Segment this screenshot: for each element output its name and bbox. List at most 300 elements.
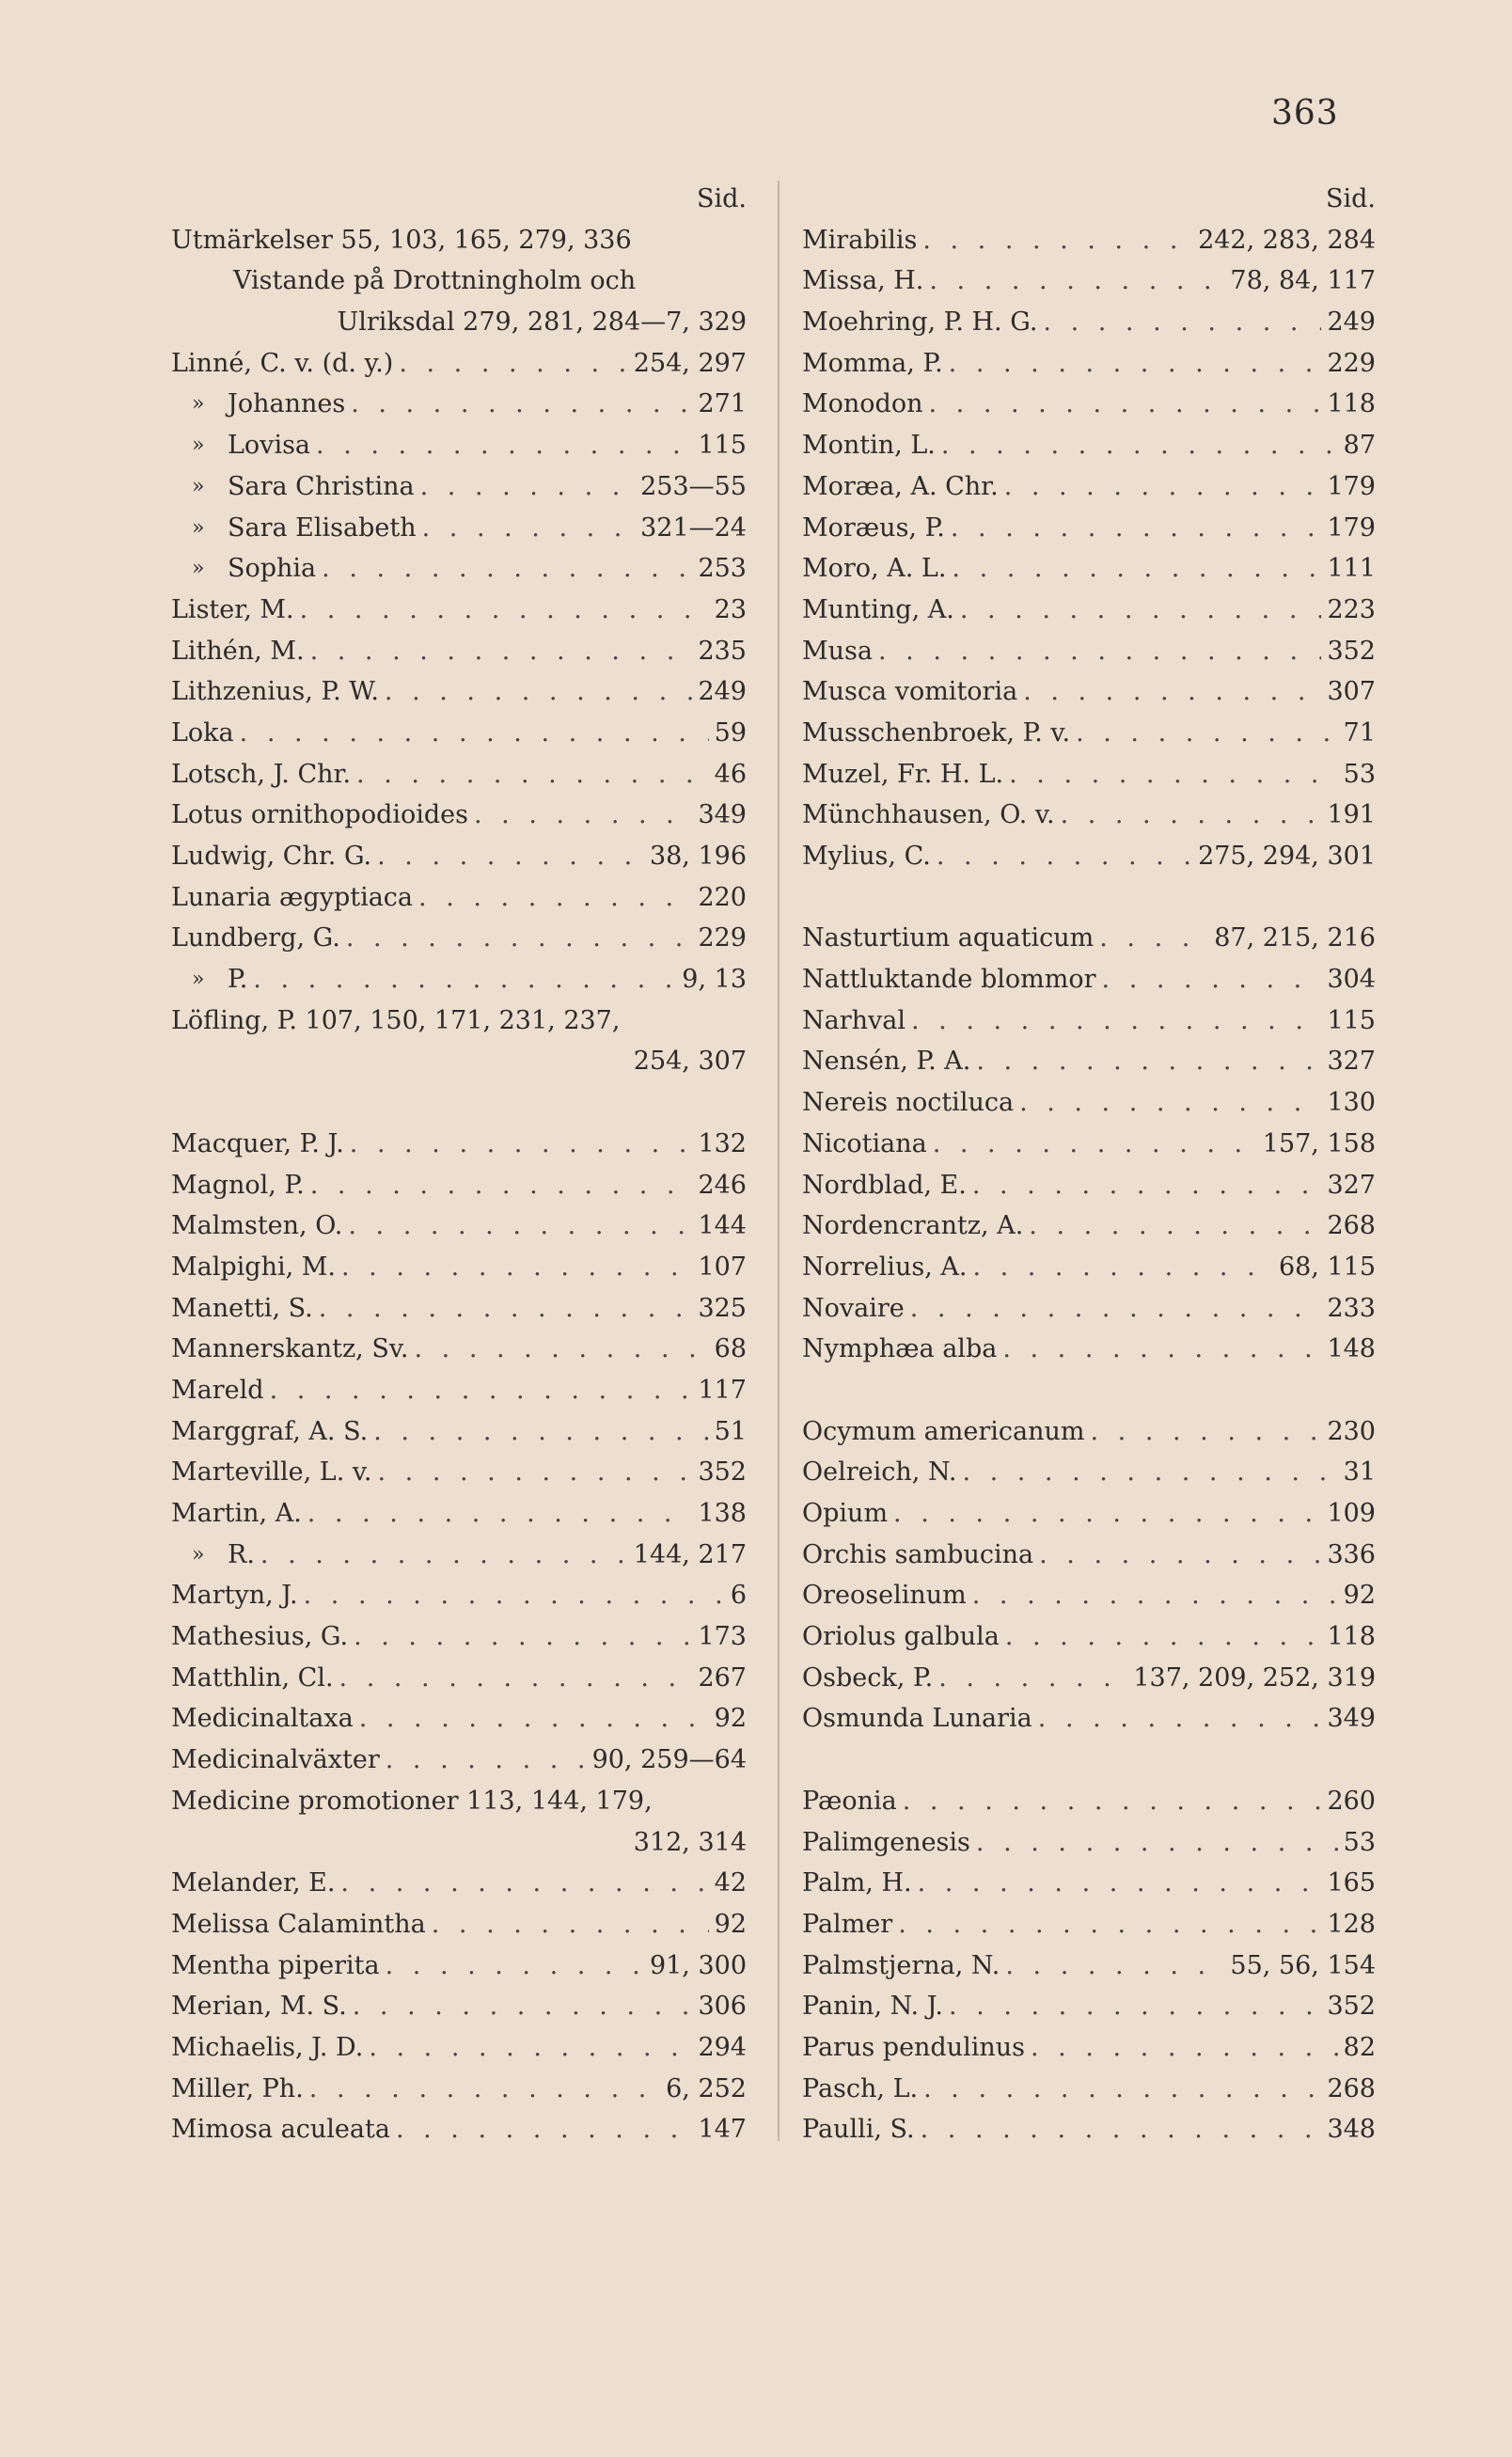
section-gap xyxy=(171,1082,747,1124)
index-entry xyxy=(802,1041,1376,1082)
entry-pages: 92 xyxy=(1343,1581,1376,1611)
index-entry xyxy=(802,1616,1376,1658)
dot-leader xyxy=(922,220,1192,261)
dot-leader xyxy=(399,343,627,385)
index-subentry xyxy=(171,548,747,590)
dot-leader xyxy=(422,508,635,549)
index-entry xyxy=(171,1658,747,1699)
entry-name: Nymphæa alba xyxy=(802,1334,998,1364)
entry-name: Nasturtium aquaticum xyxy=(802,923,1095,953)
dot-leader xyxy=(351,384,692,425)
entry-pages: 138 xyxy=(698,1499,747,1528)
index-entry xyxy=(171,1124,747,1165)
index-entry xyxy=(171,1247,747,1288)
entry-name: Lotus ornithopodioides xyxy=(171,800,469,830)
index-subentry xyxy=(171,1535,747,1576)
entry-name: » Lovisa xyxy=(171,425,310,466)
entry-name: Lunaria ægyptiaca xyxy=(171,882,414,912)
index-entry xyxy=(802,1000,1376,1042)
entry-name: Monodon xyxy=(802,389,923,419)
index-entry xyxy=(171,1000,747,1042)
entry-name: Mirabilis xyxy=(802,225,918,255)
entry-name: Melander, E. xyxy=(171,1868,336,1898)
dot-leader xyxy=(893,1493,1321,1535)
entry-name: Ocymum americanum xyxy=(802,1416,1085,1446)
dot-leader xyxy=(941,425,1338,466)
index-entry xyxy=(802,1535,1376,1576)
entry-pages: 137, 209, 252, 319 xyxy=(1133,1662,1376,1693)
entry-name: Oreoselinum xyxy=(802,1581,967,1611)
entry-pages: 9, 13 xyxy=(682,965,747,995)
dot-leader xyxy=(310,1165,693,1206)
dot-leader xyxy=(1039,1535,1321,1576)
dot-leader xyxy=(938,1658,1127,1699)
entry-name: Medicine promotioner 113, 144, 179, xyxy=(171,1786,653,1816)
entry-pages: 147 xyxy=(698,2115,747,2145)
index-column-right xyxy=(802,179,1376,2150)
dot-leader xyxy=(1005,1945,1224,1987)
index-entry xyxy=(171,1205,747,1247)
entry-name: Mareld xyxy=(171,1375,264,1405)
dot-leader xyxy=(369,2027,692,2069)
entry-name: Mannerskantz, Sv. xyxy=(171,1334,409,1364)
entry-name: Marteville, L. v. xyxy=(171,1457,372,1488)
dot-leader xyxy=(316,425,692,466)
entry-pages: 327 xyxy=(1327,1170,1376,1200)
dot-leader xyxy=(253,959,676,1000)
entry-name: Nordencrantz, A. xyxy=(802,1211,1024,1241)
entry-pages: 31 xyxy=(1343,1457,1376,1488)
dot-leader xyxy=(962,1452,1337,1493)
entry-name: Moræa, A. Chr. xyxy=(802,471,999,501)
dot-leader xyxy=(386,1740,587,1781)
index-subentry xyxy=(171,384,747,425)
entry-name: Munting, A. xyxy=(802,594,954,624)
entry-name: Nensén, P. A. xyxy=(802,1047,971,1077)
entry-pages: 191 xyxy=(1327,800,1376,830)
dot-leader xyxy=(1099,918,1208,959)
index-entry xyxy=(171,1165,747,1206)
entry-pages: 6, 252 xyxy=(666,2073,747,2103)
dot-leader xyxy=(960,590,1322,631)
entry-name: Malpighi, M. xyxy=(171,1252,336,1282)
entry-pages: 107 xyxy=(698,1252,747,1282)
entry-name: Narhval xyxy=(802,1005,906,1035)
entry-name: Magnol, P. xyxy=(171,1170,305,1200)
entry-name: Pasch, L. xyxy=(802,2073,919,2103)
entry-pages: 253 xyxy=(698,554,747,584)
entry-name: Marggraf, A. S. xyxy=(171,1416,369,1446)
entry-name: Nattluktande blommor xyxy=(802,965,1096,995)
dot-leader xyxy=(949,1986,1321,2027)
entry-name: Loka xyxy=(171,717,234,748)
dot-leader xyxy=(304,1575,725,1616)
entry-name: Muzel, Fr. H. L. xyxy=(802,759,1004,789)
entry-pages: 92 xyxy=(714,1909,747,1939)
entry-name: Norrelius, A. xyxy=(802,1252,968,1282)
entry-pages: 173 xyxy=(698,1622,747,1652)
entry-pages: 46 xyxy=(714,759,747,789)
index-subentry xyxy=(171,508,747,549)
entry-pages: 229 xyxy=(1327,348,1376,378)
entry-name: Nordblad, E. xyxy=(802,1170,967,1200)
entry-pages: 111 xyxy=(1327,554,1376,584)
entry-name: Utmärkelser 55, 103, 165, 279, 336 xyxy=(171,225,632,255)
entry-name: Matthlin, Cl. xyxy=(171,1662,334,1693)
entry-pages: 53 xyxy=(1343,759,1376,789)
index-entry xyxy=(802,384,1376,425)
index-entry xyxy=(171,1452,747,1493)
entry-name: Palimgenesis xyxy=(802,1827,970,1857)
entry-pages: 321—24 xyxy=(640,512,747,543)
entry-pages: 294 xyxy=(698,2032,747,2062)
index-entry xyxy=(802,1452,1376,1493)
index-entry xyxy=(171,590,747,631)
entry-pages: 91, 300 xyxy=(649,1950,747,1980)
section-gap xyxy=(802,1740,1376,1781)
entry-name: Moehring, P. H. G. xyxy=(802,307,1038,338)
entry-name: Malmsten, O. xyxy=(171,1211,343,1241)
entry-pages: 68 xyxy=(714,1334,747,1364)
entry-name: Montin, L. xyxy=(802,431,936,461)
entry-name: Ludwig, Chr. G. xyxy=(171,842,372,871)
dot-leader xyxy=(474,795,692,836)
entry-pages: 6 xyxy=(730,1581,747,1611)
dot-leader xyxy=(310,631,693,672)
index-entry xyxy=(802,548,1376,590)
dot-leader xyxy=(356,754,709,795)
index-entries-right xyxy=(802,220,1376,2150)
entry-pages: 352 xyxy=(1327,636,1376,666)
entry-pages: 275, 294, 301 xyxy=(1198,842,1376,871)
entry-name: Musca vomitoria xyxy=(802,677,1018,707)
dot-leader xyxy=(903,1781,1322,1822)
dot-leader xyxy=(976,1041,1321,1082)
index-entry xyxy=(171,795,747,836)
dot-leader xyxy=(307,1493,693,1535)
dot-leader xyxy=(359,1698,709,1740)
entry-name: Martyn, J. xyxy=(171,1581,298,1611)
entry-pages: 253—55 xyxy=(640,471,747,501)
column-heading-sid: Sid. xyxy=(1326,184,1376,213)
entry-pages: 144, 217 xyxy=(633,1539,747,1569)
entry-pages: 179 xyxy=(1327,512,1376,543)
dot-leader xyxy=(1038,1698,1322,1740)
entry-name: » Sara Christina xyxy=(171,466,415,508)
entry-pages: 68, 115 xyxy=(1278,1252,1376,1282)
index-entry xyxy=(171,877,747,919)
index-entries-left xyxy=(171,220,747,2150)
index-entry xyxy=(802,754,1376,795)
dot-leader xyxy=(911,1000,1321,1042)
entry-name: » Sara Elisabeth xyxy=(171,508,417,549)
dot-leader xyxy=(378,1452,693,1493)
dot-leader xyxy=(1029,1205,1321,1247)
entry-pages: 132 xyxy=(698,1128,747,1158)
dot-leader xyxy=(396,2109,693,2150)
dot-leader xyxy=(432,1904,709,1945)
entry-pages: 235 xyxy=(698,636,747,666)
index-entry xyxy=(802,1781,1376,1822)
dot-leader xyxy=(339,1658,693,1699)
entry-pages: 336 xyxy=(1327,1539,1376,1569)
entry-pages: 71 xyxy=(1343,717,1376,748)
section-gap xyxy=(802,877,1376,919)
entry-pages: 260 xyxy=(1327,1786,1376,1816)
entry-name: Nereis noctiluca xyxy=(802,1088,1015,1118)
entry-pages: 254, 297 xyxy=(633,348,747,378)
entry-pages: 230 xyxy=(1327,1416,1376,1446)
entry-name: Moræus, P. xyxy=(802,512,945,543)
index-entry xyxy=(171,671,747,713)
index-entry xyxy=(171,1575,747,1616)
page-number: 363 xyxy=(1271,94,1339,133)
index-entry xyxy=(802,631,1376,672)
entry-pages: 82 xyxy=(1343,2032,1376,2062)
index-entry xyxy=(171,1329,747,1370)
entry-pages: 249 xyxy=(1327,307,1376,338)
entry-pages: 148 xyxy=(1327,1334,1376,1364)
dot-leader xyxy=(319,1288,693,1330)
dot-leader xyxy=(949,343,1322,385)
entry-name: Pæonia xyxy=(802,1786,897,1816)
index-entry xyxy=(802,713,1376,754)
entry-name: Löfling, P. 107, 150, 171, 231, 237, xyxy=(171,1005,621,1035)
entry-pages: 165 xyxy=(1327,1868,1376,1898)
dot-leader xyxy=(929,260,1224,302)
index-entry xyxy=(802,466,1376,508)
dot-leader xyxy=(322,548,692,590)
index-entry xyxy=(802,1124,1376,1165)
index-entry xyxy=(171,1904,747,1945)
entry-pages: 118 xyxy=(1327,389,1376,419)
index-entry-continuation: 254, 307 xyxy=(633,1047,747,1077)
entry-name: Mathesius, G. xyxy=(171,1622,349,1652)
entry-name: Palmstjerna, N. xyxy=(802,1950,1000,1980)
entry-name: Musschenbroek, P. v. xyxy=(802,717,1071,748)
entry-name: Lundberg, G. xyxy=(171,923,340,953)
index-entry xyxy=(171,1370,747,1411)
index-entry xyxy=(802,1863,1376,1904)
entry-name: Missa, H. xyxy=(802,266,924,296)
index-entry xyxy=(802,1658,1376,1699)
entry-name: Medicinalväxter xyxy=(171,1745,380,1775)
index-entry xyxy=(802,1329,1376,1370)
entry-name: Palmer xyxy=(802,1909,893,1939)
dot-leader xyxy=(1043,302,1321,343)
index-entry xyxy=(802,918,1376,959)
index-entry-continuation: 312, 314 xyxy=(633,1827,747,1857)
index-entry xyxy=(171,631,747,672)
entry-pages: 306 xyxy=(698,1992,747,2022)
index-entry xyxy=(802,1082,1376,1124)
index-entry xyxy=(802,1945,1376,1987)
dot-leader xyxy=(921,2109,1322,2150)
entry-pages: 115 xyxy=(698,431,747,461)
dot-leader xyxy=(270,1370,693,1411)
dot-leader xyxy=(972,1247,1273,1288)
entry-pages: 51 xyxy=(714,1416,747,1446)
entry-name: » Sophia xyxy=(171,548,316,590)
index-entry xyxy=(802,508,1376,549)
index-entry xyxy=(802,1205,1376,1247)
entry-name: Momma, P. xyxy=(802,348,943,378)
dot-leader xyxy=(1076,713,1338,754)
dot-leader xyxy=(878,631,1321,672)
entry-name: Opium xyxy=(802,1499,889,1528)
entry-pages: 268 xyxy=(1327,1211,1376,1241)
dot-leader xyxy=(937,836,1192,877)
entry-name: Miller, Ph. xyxy=(171,2073,304,2103)
dot-leader xyxy=(414,1329,708,1370)
entry-name: Musa xyxy=(802,636,873,666)
dot-leader xyxy=(420,466,635,508)
entry-name: Parus pendulinus xyxy=(802,2032,1026,2062)
index-entry-continuation: Vistande på Drottningholm och xyxy=(233,266,637,296)
entry-name: Münchhausen, O. v. xyxy=(802,800,1055,830)
index-entry xyxy=(171,1616,747,1658)
dot-leader xyxy=(260,1535,628,1576)
index-entry xyxy=(802,302,1376,343)
dot-leader xyxy=(923,2069,1321,2110)
entry-pages: 220 xyxy=(698,882,747,912)
entry-pages: 128 xyxy=(1327,1909,1376,1939)
index-subentry xyxy=(171,466,747,508)
entry-pages: 78, 84, 117 xyxy=(1230,266,1376,296)
entry-name: Osmunda Lunaria xyxy=(802,1704,1032,1734)
index-entry xyxy=(171,343,747,385)
entry-pages: 304 xyxy=(1327,965,1376,995)
dot-leader xyxy=(377,836,644,877)
column-heading-sid: Sid. xyxy=(697,184,747,213)
entry-pages: 349 xyxy=(698,800,747,830)
dot-leader xyxy=(340,1863,708,1904)
entry-pages: 179 xyxy=(1327,471,1376,501)
dot-leader xyxy=(346,918,693,959)
index-entry xyxy=(802,343,1376,385)
dot-leader xyxy=(309,2069,660,2110)
entry-name: Linné, C. v. (d. y.) xyxy=(171,348,394,378)
dot-leader xyxy=(1002,1329,1321,1370)
index-entry xyxy=(171,754,747,795)
index-entry xyxy=(802,1247,1376,1288)
entry-pages: 87 xyxy=(1343,431,1376,461)
dot-leader xyxy=(952,548,1321,590)
entry-name: Lithén, M. xyxy=(171,636,305,666)
index-entry xyxy=(802,1165,1376,1206)
dot-leader xyxy=(386,1945,644,1987)
dot-leader xyxy=(951,508,1322,549)
index-entry xyxy=(171,1781,747,1822)
section-gap xyxy=(802,1370,1376,1411)
index-entry xyxy=(171,1863,747,1904)
index-entry xyxy=(171,713,747,754)
index-entry xyxy=(171,2109,747,2150)
dot-leader xyxy=(240,713,709,754)
entry-name: Oelreich, N. xyxy=(802,1457,957,1488)
index-entry xyxy=(171,1945,747,1987)
entry-name: Mylius, C. xyxy=(802,842,931,871)
index-entry xyxy=(802,1986,1376,2027)
entry-name: Moro, A. L. xyxy=(802,554,947,584)
dot-leader xyxy=(300,590,709,631)
entry-pages: 90, 259—64 xyxy=(591,1745,747,1775)
index-entry xyxy=(171,2027,747,2069)
entry-pages: 271 xyxy=(698,389,747,419)
entry-name: Lithzenius, P. W. xyxy=(171,677,379,707)
dot-leader xyxy=(418,877,692,919)
entry-name: Mimosa aculeata xyxy=(171,2115,390,2145)
index-entry xyxy=(171,1698,747,1740)
dot-leader xyxy=(1005,1616,1322,1658)
dot-leader xyxy=(1061,795,1322,836)
entry-name: Orchis sambucina xyxy=(802,1539,1034,1569)
entry-pages: 109 xyxy=(1327,1499,1376,1528)
entry-name: Nicotiana xyxy=(802,1128,927,1158)
index-entry xyxy=(802,1698,1376,1740)
entry-pages: 223 xyxy=(1327,594,1376,624)
index-entry xyxy=(171,220,747,261)
dot-leader xyxy=(898,1904,1321,1945)
index-entry xyxy=(802,1288,1376,1330)
dot-leader xyxy=(1009,754,1338,795)
index-entry xyxy=(802,836,1376,877)
entry-name: Merian, M. S. xyxy=(171,1992,347,2022)
entry-pages: 115 xyxy=(1327,1005,1376,1035)
entry-name: Lotsch, J. Chr. xyxy=(171,759,352,789)
index-entry xyxy=(802,1411,1376,1453)
index-entry xyxy=(171,1986,747,2027)
dot-leader xyxy=(1004,466,1322,508)
entry-name: Panin, N. J. xyxy=(802,1992,944,2022)
entry-pages: 229 xyxy=(698,923,747,953)
entry-pages: 268 xyxy=(1327,2073,1376,2103)
entry-pages: 348 xyxy=(1327,2115,1376,2145)
dot-leader xyxy=(353,1986,693,2027)
entry-pages: 92 xyxy=(714,1704,747,1734)
entry-pages: 307 xyxy=(1327,677,1376,707)
dot-leader xyxy=(1102,959,1322,1000)
dot-leader xyxy=(385,671,693,713)
entry-pages: 249 xyxy=(698,677,747,707)
index-entry xyxy=(802,425,1376,466)
entry-pages: 352 xyxy=(698,1457,747,1488)
entry-pages: 327 xyxy=(1327,1047,1376,1077)
index-column-left xyxy=(171,179,747,2150)
index-entry xyxy=(171,1740,747,1781)
dot-leader xyxy=(341,1247,692,1288)
index-entry xyxy=(171,836,747,877)
entry-name: Mentha piperita xyxy=(171,1950,380,1980)
entry-name: Melissa Calamintha xyxy=(171,1909,426,1939)
entry-name: Novaire xyxy=(802,1293,905,1323)
dot-leader xyxy=(976,1822,1338,1864)
entry-pages: 325 xyxy=(698,1293,747,1323)
entry-name: Macquer, P. J. xyxy=(171,1128,344,1158)
entry-pages: 233 xyxy=(1327,1293,1376,1323)
column-divider xyxy=(778,181,780,2141)
dot-leader xyxy=(1019,1082,1321,1124)
dot-leader xyxy=(350,1124,693,1165)
index-entry xyxy=(802,2027,1376,2069)
entry-name: Martin, A. xyxy=(171,1499,302,1528)
index-entry xyxy=(802,1493,1376,1535)
entry-pages: 87, 215, 216 xyxy=(1214,923,1376,953)
entry-pages: 130 xyxy=(1327,1088,1376,1118)
entry-name: Palm, H. xyxy=(802,1868,912,1898)
entry-pages: 246 xyxy=(698,1170,747,1200)
entry-pages: 144 xyxy=(698,1211,747,1241)
